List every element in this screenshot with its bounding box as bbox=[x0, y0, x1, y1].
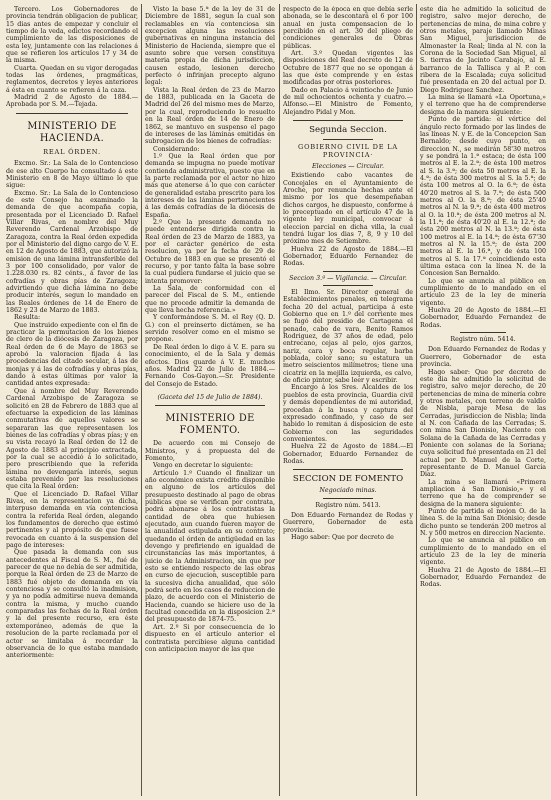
paragraph: Que instruido expediente con el fin de practicar la permutacion de los bienes de clero de la diócesis de Zaragoza, por Real órden de 6 de Mayo de 1863 se aprobó la valoracion fijada á las procedencias del citado secular, á las de monjas y á las de cofradías y obras pías, dando á estas últimas por valor la cantidad antes expresada: bbox=[6, 321, 138, 388]
column-rule bbox=[279, 4, 280, 796]
paragraph: La mina se llamará «La Oportuna,» y el terreno que ha de comprenderse designa de la manera siguiente: bbox=[420, 94, 546, 116]
paragraph: Lo que se anuncia al público en cumplimiento de lo mandado en el artículo 23 de la ley de minería vigente. bbox=[420, 537, 546, 567]
paragraph: Que pasada la demanda con sus antecedentes al Fiscal de S. M., fué de parecer de que no debía de ser admitida, porque la Real órden de 23 de Marzo de 1883 fué objeto de demanda en vía contenciosa y se consultó la inadmision, y ya no podía admitirse nueva demanda contra la misma, y mucho cuando comparadas las fechas de la Real órden y la del presente recurso, era éste extemporáneo, además de que la resolucion de la parte reclamada por el actor se limitaba á recordar la observancia de lo que estaba mandado anteriormente: bbox=[6, 549, 138, 660]
divider bbox=[293, 120, 403, 121]
paragraph: Art. 2.º Si por consecuencia de lo dispuesto en el artículo anterior el contratista percibiese alguna cantidad con anticipacion mayor de las que bbox=[145, 623, 275, 653]
paragraph: este dia he admitido la solicitud de registro, salvo mejor derecho, de pertenencias de mina, de mina cobre y otros metales, paraje llamado Minas San Miguel, jurisdiccion de Almonaster la Real; linda al N. con la Corona de la Sociedad San Miguel, al S. tierras de Jacinto Carabajo, al E. barranco de la Tallisca y al P. con ribera de la Escalada; cuya solicitud fué presentada en 20 del actual por D. Diego Rodriguez Sanchez. bbox=[420, 6, 546, 94]
divider bbox=[323, 271, 373, 272]
paragraph: Huelva 22 de Agosto de 1884.—El Gobernador, Eduardo Fernandez de Rodas. bbox=[283, 443, 413, 465]
divider bbox=[16, 113, 128, 114]
paragraph: Hago saber: Que por decreto de este dia he admitido la solicitud de registro, salvo mejor derecho, de 20 pertenencias de mina de minería cobre y otros metales, con terreno de valdío de Nisbla, paraje Mesa de las Cerradas, jurisdiccion de Nisbla; linda al N. con Cañada de las Cerradas; S. con mina San Dionisio, Naciente con Solana de la Cañada de las Cerradas y Poniente con solanas de la Soriana; cuya solicitud fué presentada en 21 del actual por D. Manuel de la Corte, representante de D. Manuel García Diaz. bbox=[420, 368, 546, 479]
paragraph: Tercero. Los Gobernadores de provincia tendrán obligacion de publicar, 15 dias antes de empezar y concluir el tiempo de la veda, edictos recordando el cumplimiento de las disposiciones de esta ley, juntamente con las relaciones á que se refieren los artículos 17 y 34 de la misma. bbox=[6, 6, 138, 65]
paragraph: Art. 3.º Quedan vigentes las disposiciones del Real decreto de 12 de Octubre de 1877 que no se opongan á las que éste comprende y en éstas modificadas por otras posteriores. bbox=[283, 50, 413, 87]
paragraph: El Ilmo. Sr. Director general de Establecimientos penales, en telegrama fecha 20 del actual, participa á este Gobierno que en 1.º del corriente mes se fugó del presidio de Cartagena el penado, cabo de vara, Benito Ramos Rodriguez, de 37 años de edad, pelo entrecano, cejas al pelo, ojos garzos, nariz, cara y boca regular, barba poblada, color sano; su estatura un metro seiscientos milímetros; tiene una cicatriz en la mejilla izquierda, es calvo, de oficio pintor, sabe leer y escribir. bbox=[283, 289, 413, 385]
paragraph: Huelva 22 de Agosto de 1884.—El Gobernador, Eduardo Fernandez de Rodas. bbox=[283, 245, 413, 268]
paragraph: Punto de partida: el vértice del ángulo recto formado por las lindes de las líneas N. y E. de la Concepcion San Bernaldo; desde cuyo punto, en direccion N., se medirán 58'30 metros y se pondrá la 1.ª estaca; de ésta 100 metros al E. la 2.ª; de ésta 100 metros al S. la 3.ª; de ésta 50 metros al E. la 4.ª; de ésta 300 metros al S. la 5.ª; de ésta 100 metros al O. la 6.ª; de ésta 40'20 metros al S. la 7.ª; de ésta 500 metros al O. la 8.ª; de ésta 25'40 metros al N. la 9.ª; de ésta 400 metros al O. la 10.ª; de ésta 200 metros al N. la 11.ª; de ésta 40'20 al E. la 12.ª; de ésta 200 metros al N. la 13.ª; de ésta 100 metros al E. la 14.ª; de ésta 67'30 metros al N. la 15.ª; de ésta 200 metros al E. la 16.ª, y de ésta 100 metros al S. la 17.ª coincidiendo esta última estaca con la línea N. de la Concesion San Bernaldo. bbox=[420, 116, 546, 278]
paragraph: Encargo á los Sres. Alcaldes de los pueblos de esta provincia, Guardia civil y demás dependientes de mi autoridad, procedan á la busca y captura del expresado confinado, y caso de ser habido lo remitan á disposicion de este Gobierno con las seguridades convenientes. bbox=[283, 384, 413, 443]
paragraph: Punto de partida el mojon O. de la línea S. de la mina San Dionisio; desde dicho punto se tenderán 200 metros al N. y 500 metros en direccion Naciente. bbox=[420, 508, 546, 538]
divider bbox=[323, 285, 373, 286]
subheading-elecciones: Elecciones — Circular. bbox=[311, 162, 385, 170]
section-heading-fomento: MINISTERIO DE FOMENTO. bbox=[165, 413, 255, 437]
divider bbox=[293, 469, 403, 470]
paragraph: La mina se llamará «Primera ampliacion á San Dionisio,» y el terreno que ha de comprender se designa de la manera siguiente: bbox=[420, 478, 546, 508]
divider bbox=[155, 405, 265, 406]
column-rule bbox=[141, 4, 142, 796]
paragraph: Dado en Palacio á veintiocho de Junio de mil ochocientos ochenta y cuatro.—Alfonso.—El Ministro de Fomento, Alejandro Pidal y Mon. bbox=[283, 86, 413, 116]
section-heading-hacienda: MINISTERIO DE HACIENDA. bbox=[27, 120, 117, 144]
divider bbox=[323, 498, 373, 499]
paragraph: De Real órden lo digo á V. E. para su conocimiento, el de la Sala y demás efectos. Dios guarde á V. E. muchos años. Madrid 22 de Julio de 1884.—Fernando Cos-Gayon.—Sr. Presidente del Consejo de Estado. bbox=[145, 343, 275, 388]
registro-number: Registro núm. 5414. bbox=[450, 336, 516, 344]
paragraph: Vista la Real órden de 23 de Marzo de 1883, publicada en la Gaceta de Madrid del 26 del mismo mes de Marzo, por la cual, reproduciendo lo resuelto en la Real órden de 14 de Enero de 1862, se mantuvo en suspenso el pago de intereses de las láminas emitidas en subrogacion de los bienes de cofradías: bbox=[145, 86, 275, 146]
paragraph: De acuerdo con mi Consejo de Ministros, y á propuesta del de Fomento, bbox=[145, 440, 275, 462]
subheading-vigilancia: Seccion 3.ª — Vigilancia. — Circular. bbox=[289, 274, 407, 282]
paragraph: Vengo en decretar lo siguiente: bbox=[153, 462, 253, 470]
paragraph: 1.º Que la Real órden que por demanda se impugna no puede motivar contienda administrativa, puesto que en la parte reclamada por el actor no hizo más que atenerse á lo que con carácter de generalidad estaba prescrito para los intereses de las láminas pertenecientes á las demás cofradías de la diócesis de España. bbox=[145, 152, 275, 219]
paragraph: Y conformándose S. M. el Rey (Q. D. G.) con el preinserto dictámen, se ha servido resolver como en el mismo se propone. bbox=[145, 314, 275, 344]
paragraph: Huelva 20 de Agosto de 1884.—El Gobernador, Eduardo Fernandez de Rodas. bbox=[420, 307, 546, 329]
divider bbox=[323, 139, 373, 140]
column-2 bbox=[145, 6, 275, 794]
paragraph: La Sala, de conformidad con el parecer del Fiscal de S. M., entiende que no procede admitir la demanda de que lleva hecha referencia.» bbox=[145, 285, 275, 315]
paragraph: Huelva 21 de Agosto de 1884.—El Gobernador, Eduardo Fernandez de Rodas. bbox=[420, 566, 546, 589]
column-3 bbox=[283, 6, 413, 794]
paragraph: respecto de la época en que debía serle abonada, se le descontará el 6 por 100 anual en justa compensacion de lo percibido en el art. 30 del pliego de condiciones generales de Obras públicas. bbox=[283, 6, 413, 50]
subheading-negociado-minas: Negociado minas. bbox=[319, 487, 377, 495]
paragraph: Hago saber: Que por decreto de bbox=[291, 533, 394, 541]
paragraph: Resulta: bbox=[14, 314, 41, 322]
subheading-gobierno-civil: GOBIERNO CIVIL DE LA PROVINCIA· bbox=[298, 143, 398, 159]
paragraph: Que el Licenciado D. Rafael Villar Rivas, en la representacion ya dicha, interpuso demanda en vía contenciosa contra la referida Real órden, alegando los fundamentos de derecho que estimó pertinentes y al propósito de que fuese revocada en cuanto á la suspension del pago de intereses: bbox=[6, 490, 138, 550]
column-1 bbox=[6, 6, 138, 794]
paragraph: 2.º Que la presente demanda no puede entenderse dirigida contra la Real órden de 23 de Marzo de 1883, ya por el carácter genérico de esta resolucion, ya por la fecha de 29 de Octubre de 1883 en que se presentó el recurso, y por tanto falta la base sobre la cual pudiera fundarse el juicio que se intenta promover: bbox=[145, 218, 275, 285]
column-4 bbox=[420, 6, 546, 794]
paragraph: Excmo. Sr.: La Sala de lo Contencioso de ese alto Cuerpo ha consultado á este Ministerio en 8 de Mayo último lo que sigue: bbox=[6, 160, 138, 190]
paragraph: Cuarta. Quedan en su vigor derogadas todas las órdenes, pragmáticas, reglamentos, decretos y leyes anteriores á ésta en cuanto se refieren á la caza. bbox=[6, 64, 138, 94]
column-rule bbox=[416, 4, 417, 796]
paragraph: Existiendo cabo vacantes de Concejales en el Ayuntamiento de Aroche, por renuncia hechas ante el mismo por los que desempeñaban dichos cargos, he dispuesto, conforme á lo preceptuado en el artículo 47 de la vigente ley municipal, convocar á eleccion parcial en dicha villa, la cual tendrá lugar los dias 7, 8, 9 y 10 del próximo mes de Setiembre. bbox=[283, 172, 413, 246]
paragraph: Don Eduardo Fernandez de Rodas y Guerrero, Gobernador de esta provincia. bbox=[420, 346, 546, 369]
paragraph: Que á nombre del Muy Reverendo Cardenal Arzobispo de Zaragoza se solicitó en 28 de Febrero de 1883 que al efectuarse la expedicion de las láminas conmutativas de aquellos valores se separaran las que representasen los bienes de las cofradías y obras pías; y en su vista recayó la Real órden de 12 de Agosto de 1883 al principio extractada, por la cual se accedió á lo solicitado, pero prescribiendo que la referida lámina no devengaría interés, segun estaba prevenido por las resoluciones que cita la Real órden: bbox=[6, 387, 138, 491]
paragraph: Lo que se anuncia al público en cumplimiento de lo mandado en el artículo 23 de la ley de minería vigente. bbox=[420, 277, 546, 307]
paragraph: Considerando: bbox=[153, 145, 200, 153]
registro-number: Registro núm. 5413. bbox=[315, 501, 381, 509]
paragraph: Artículo 1.º Cuando el finalizar un año económico exista crédito disponible en alguno de los artículos del presupuesto destinado al pago de obras públicas que se verifican por contrata, podrá abonarse á los contratistas la cantidad de obra que hubiesen ejecutado, aun cuando fueren mayor de la anualidad estipulada en su contrato; quedando el órden de antigüedad en las devengo y prefiriendo en igualdad de circunstancias las más importantes, á juicio de la Administracion, sin que por esto se entiendo respecto de las obras en curso de ejecucion, susceptible para la sucesiva dicha anualidad, que sólo podrá serlo en los casos de reduccion de plazo, de acuerdo con el Ministerio de Hacienda, cuando se hiciere uso de la facultad concedida en la disposicion 2.ª del presupuesto de 1874-75. bbox=[145, 469, 275, 624]
divider bbox=[460, 332, 506, 333]
paragraph: Don Eduardo Fernandez de Rodas y Guerrero, Gobernador de esta provincia. bbox=[283, 511, 413, 534]
paragraph: Excmo. Sr.: La Sala de lo Contencioso de este Consejo ha examinado la demanda de que acompaña copia, presentada por el Licenciado D. Rafael Villar Rivas, en nombre del Muy Reverendo Cardenal Arzobispo de Zaragoza, contra la Real órden expedida por el Ministerio del digno cargo de V. E. en 12 de Agosto de 1883, que autorizó la emision de una lámina intransferible del 3 por 100 consolidado, por valor de 1.228.030 rs. 82 cénts., á favor de las cofradías y obras pías de Zaragoza; advirtiendo que dicha lámina no debe producir interés, segun lo mandado en las Reales órdenes de 14 de Enero de 1862 y 23 de Marzo de 1883. bbox=[6, 189, 138, 315]
paragraph: Madrid 2 de Agosto de 1884.—Aprobada por S. M.—Tejada. bbox=[6, 94, 138, 109]
subheading-real-orden: REAL ÓRDEN. bbox=[43, 147, 101, 156]
paragraph: Visto la base 5.ª de la ley de 31 de Diciembre de 1881, segun la cual son reclamables en vía contenciosa sin excepcion alguna las resoluciones gubernativas en ninguna instancia del Ministerio de Hacienda, siempre que el asunto sobre que versen constituya materia propia de dicha jurisdiccion, causen estado, lesionen derecho perfecto ó infrinjan precepto alguno legal: bbox=[145, 6, 275, 87]
gaceta-citation: (Gaceta del 15 de Julio de 1884). bbox=[157, 393, 263, 401]
section-heading-fomento-seccion: SECCION DE FOMENTO bbox=[292, 474, 404, 485]
section-heading-segunda: Segunda Seccion. bbox=[309, 125, 387, 136]
